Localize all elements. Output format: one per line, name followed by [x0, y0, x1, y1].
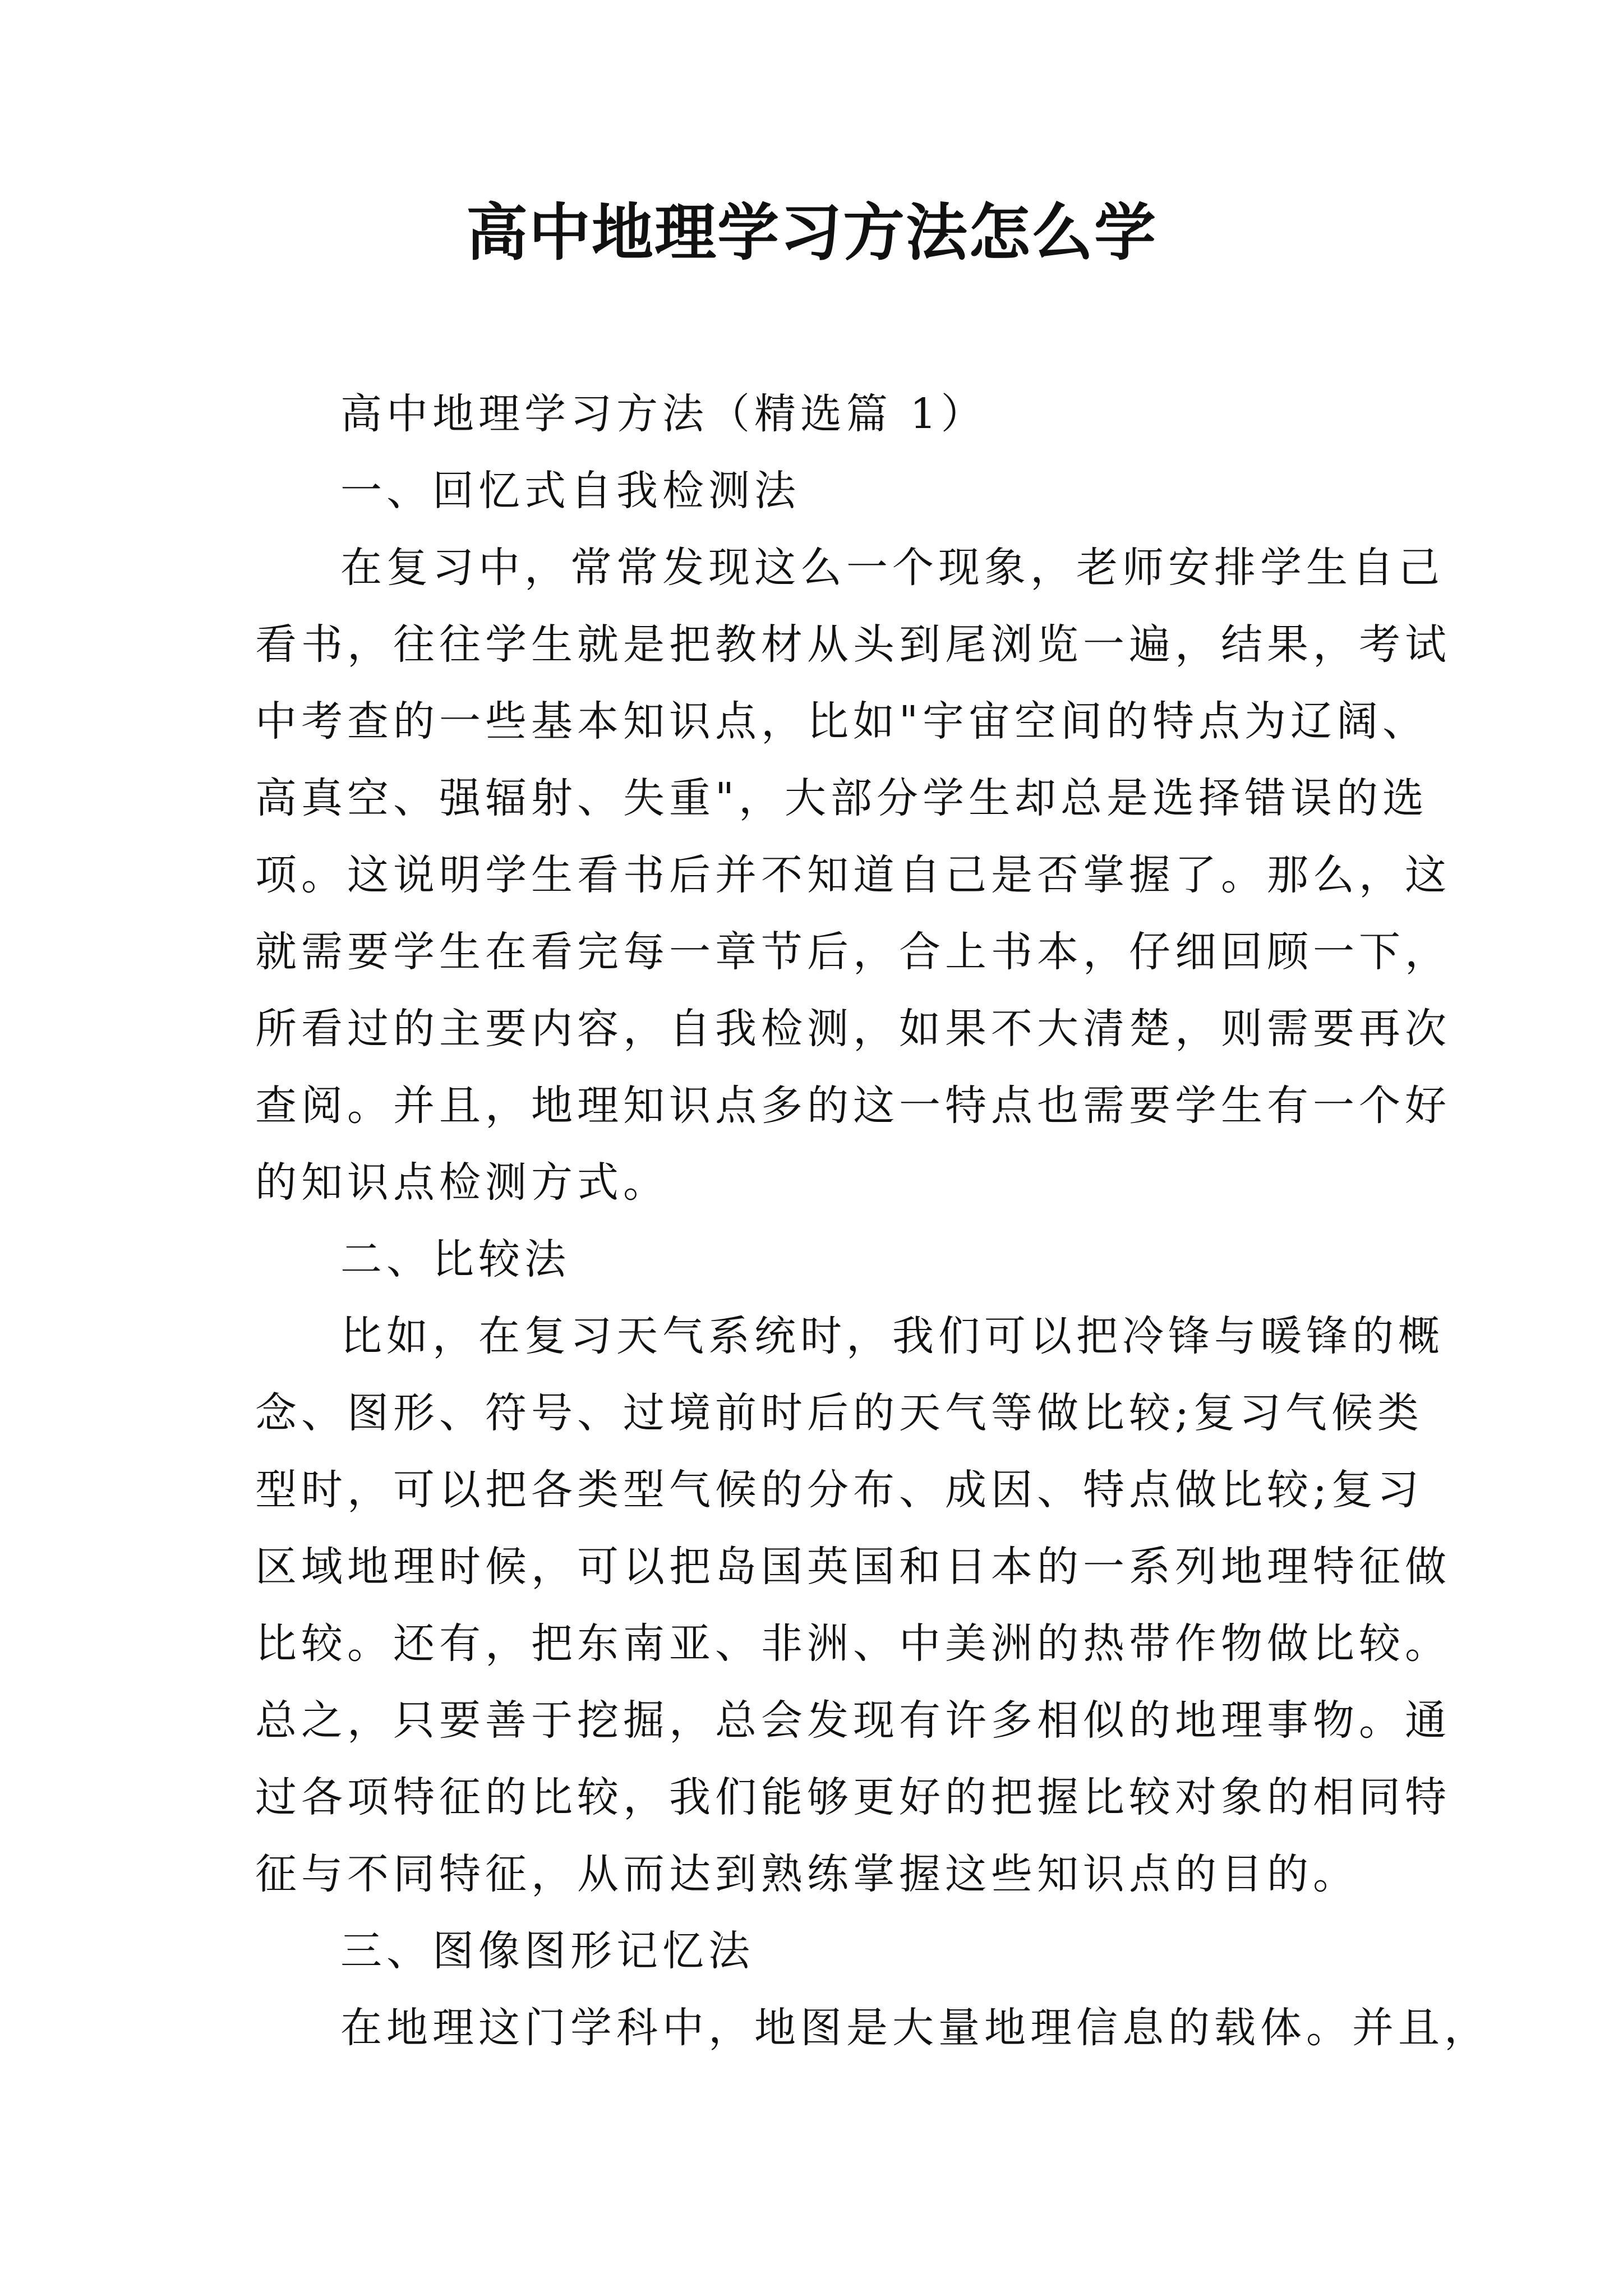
paragraph-line: 总之，只要善于挖掘，总会发现有许多相似的地理事物。通 [255, 1696, 1451, 1745]
section-heading: 一、回忆式自我检测法 [340, 467, 800, 515]
paragraph-line: 查阅。并且，地理知识点多的这一特点也需要学生有一个好 [255, 1082, 1451, 1130]
document-title: 高中地理学习方法怎么学 [466, 196, 1157, 269]
paragraph-line: 中考查的一些基本知识点，比如"宇宙空间的特点为辽阔、 [255, 697, 1429, 746]
paragraph-line: 比较。还有，把东南亚、非洲、中美洲的热带作物做比较。 [255, 1619, 1451, 1668]
paragraph-line: 在地理这门学科中，地图是大量地理信息的载体。并且， [340, 2004, 1490, 2052]
paragraph-line: 过各项特征的比较，我们能够更好的把握比较对象的相同特 [255, 1773, 1451, 1821]
section-3 [255, 1913, 1490, 2067]
section-1 [255, 453, 1451, 1221]
paragraph-line: 看书，往往学生就是把教材从头到尾浏览一遍，结果，考试 [255, 620, 1451, 669]
paragraph-line: 所看过的主要内容，自我检测，如果不大清楚，则需要再次 [255, 1005, 1451, 1053]
section-heading: 三、图像图形记忆法 [340, 1927, 754, 1975]
paragraph-line: 念、图形、符号、过境前时后的天气等做比较;复习气候类 [255, 1389, 1423, 1437]
paragraph-line: 高真空、强辐射、失重"，大部分学生却总是选择错误的选 [255, 774, 1429, 822]
paragraph-line: 区域地理时候，可以把岛国英国和日本的一系列地理特征做 [255, 1543, 1451, 1591]
paragraph-line: 型时，可以把各类型气候的分布、成因、特点做比较;复习 [255, 1466, 1423, 1514]
document-subtitle: 高中地理学习方法（精选篇 1） [340, 390, 987, 438]
subtitle-block [255, 376, 1377, 453]
paragraph-line: 项。这说明学生看书后并不知道自己是否掌握了。那么，这 [255, 851, 1451, 899]
paragraph-line: 征与不同特征，从而达到熟练掌握这些知识点的目的。 [255, 1850, 1359, 1898]
paragraph-line: 比如，在复习天气系统时，我们可以把冷锋与暖锋的概 [340, 1312, 1444, 1360]
paragraph-line: 就需要学生在看完每一章节后，合上书本，仔细回顾一下， [255, 928, 1451, 976]
section-heading: 二、比较法 [340, 1235, 570, 1283]
paragraph-line: 在复习中，常常发现这么一个现象，老师安排学生自己 [340, 544, 1444, 592]
section-2 [255, 1221, 1451, 1913]
paragraph-line: 的知识点检测方式。 [255, 1158, 669, 1207]
